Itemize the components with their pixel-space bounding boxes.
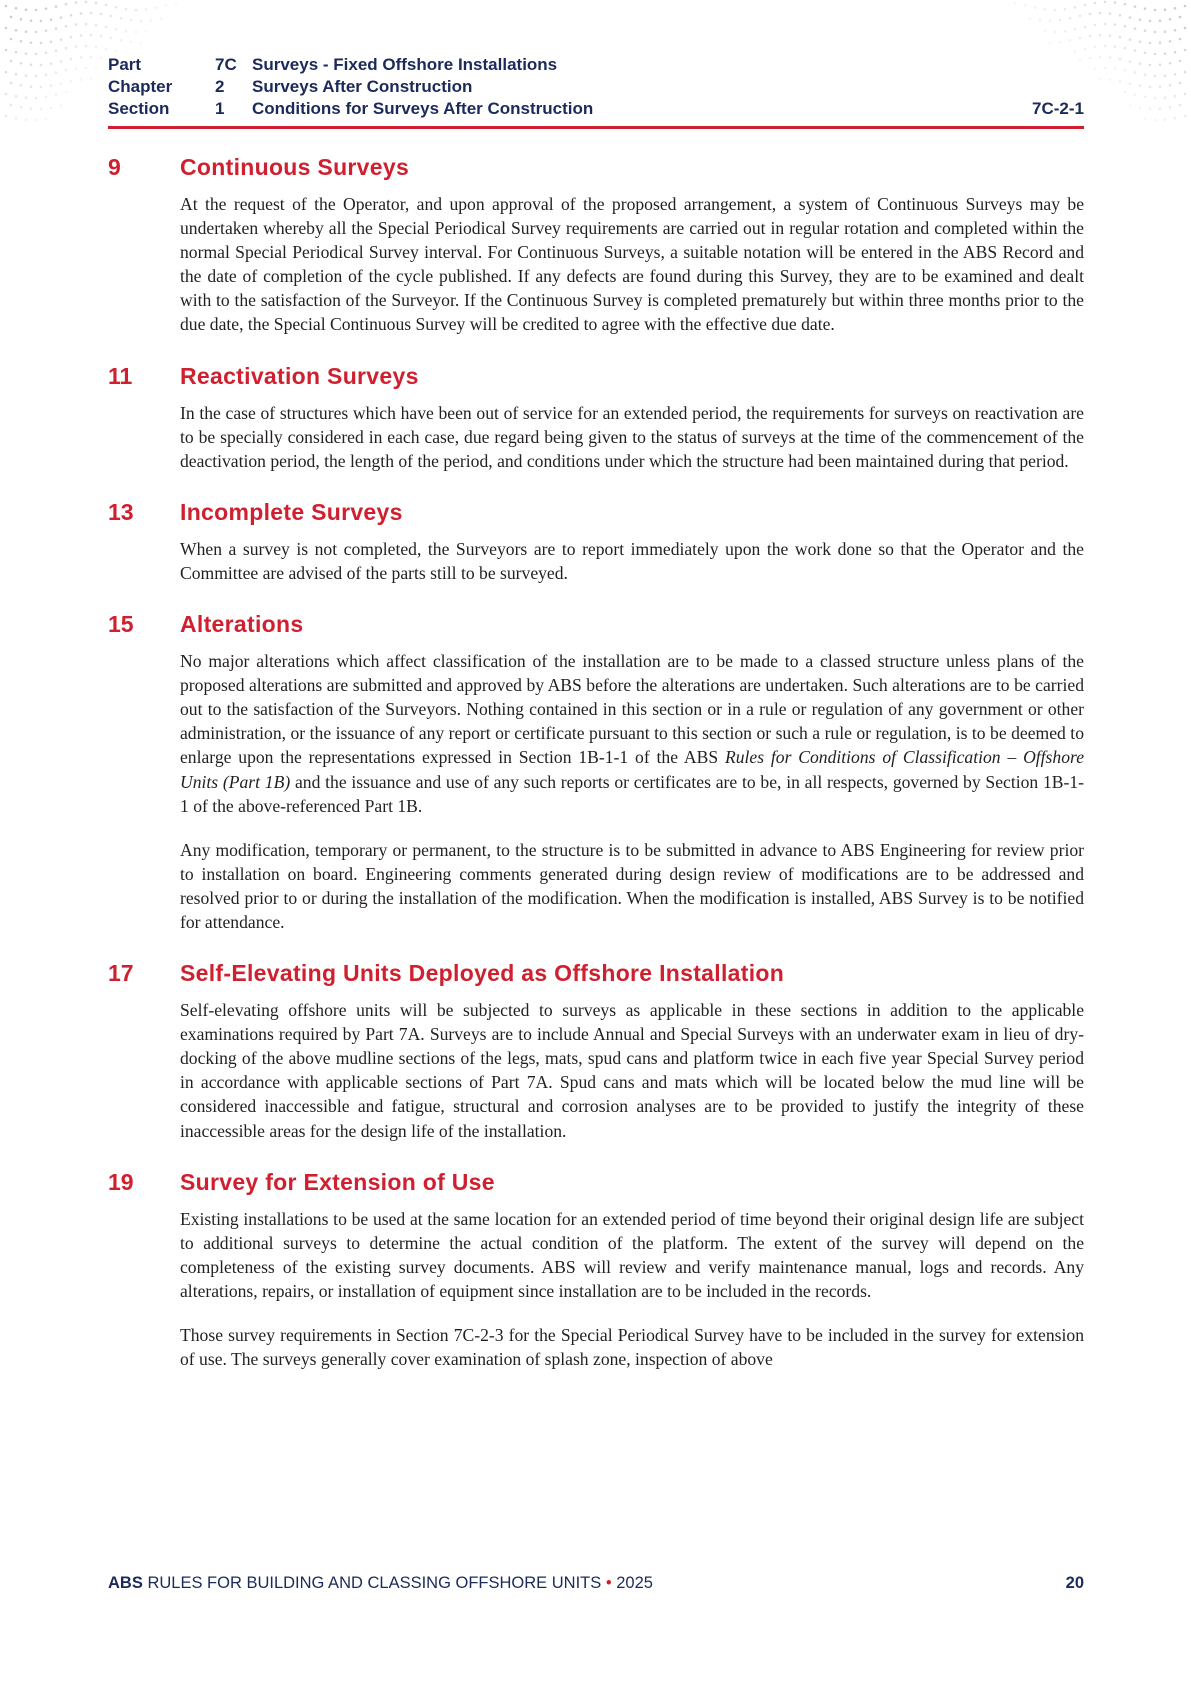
header-section-row [108,98,1084,120]
paragraph: Any modification, temporary or permanent, to the structure is to be submitted in advance to ABS Engineering for review prior to installation on board. Engineering comments generated during design review of modifications are to be addressed and resolved prior to or during the installation of the modification. When the modification is installed, ABS Survey is to be notified for attendance. [180,839,1084,932]
section-title: Incomplete Surveys [180,498,403,525]
paragraph: Self-elevating offshore units will be subjected to surveys as applicable in these sections in addition to the applicable examinations required by Part 7A. Surveys are to include Annual and Special Surveys with an underwater exam in lieu of dry-docking of the above mudline sections of the legs, mats, spud cans and platform twice in each five year Special Survey period in accordance with applicable sections of Part 7A. Spud cans and mats which will be located below the mud line will be considered inaccessible and fatigue, structural and corrosion analyses are to be provided to justify the integrity of these inaccessible areas for the design life of the installation. [180,1000,1084,1141]
header-divider [108,126,1084,129]
paragraph: In the case of structures which have been out of service for an extended period, the requirements for surveys on reactivation are to be specially considered in each case, due regard being given to the status of surveys at the time of the commencement of the deactivation period, the length of the period, and conditions under which the structure had been maintained during that period. [180,402,1084,471]
paragraph: At the request of the Operator, and upon approval of the proposed arrangement, a system of Continuous Surveys may be undertaken whereby all the Special Periodical Survey requirements are carried out in regular rotation and completed within the normal Special Periodical Survey interval. For Continuous Surveys, a suitable notation will be entered in the ABS Record and the date of completion of the cycle published. If any defects are found during this Survey, they are to be examined and dealt with to the satisfaction of the Surveyor. If the Continuous Survey is completed prematurely but within three months prior to the due date, the Special Continuous Survey will be credited to agree with the effective due date. [180,194,1084,335]
header-number: 2 [215,77,225,96]
page-footer [108,1572,1084,1594]
section-title: Self-Elevating Units Deployed as Offshore Installation [180,960,785,987]
section-number: 13 [108,498,134,525]
section-number: 11 [108,362,133,389]
footer-year: 2025 [616,1574,653,1592]
header-title: Conditions for Surveys After Construction [252,99,594,118]
footer-brand: ABS [108,1574,143,1592]
header-title: Surveys After Construction [252,77,473,96]
section-title: Alterations [180,611,304,638]
footer-separator: • [605,1574,612,1592]
header-label: Part [108,55,142,74]
paragraph: Those survey requirements in Section 7C-2-3 for the Special Periodical Survey have to be included in the survey for extension of use. The surveys generally cover examination of splash zone, inspection of above [180,1325,1084,1370]
header-label: Section [108,99,170,118]
section-number: 17 [108,960,134,987]
section-heading [108,609,1084,639]
section-heading [108,497,1084,527]
section-title: Continuous Surveys [180,154,410,180]
header-number: 7C [215,55,237,74]
section-reactivation-surveys [108,361,1084,473]
footer-title: RULES FOR BUILDING AND CLASSING OFFSHORE UNITS [147,1574,602,1592]
paragraph-text: and the issuance and use of any such reports or certificates are to be, in all respects, governed by Section 1B-1-1 of the above-referenced Part 1B. [180,771,1084,816]
running-header [108,54,1084,120]
header-label: Chapter [108,77,173,96]
header-chapter-row [108,76,1084,98]
section-number: 15 [108,611,134,638]
paragraph-text: No major alterations which affect classification of the installation are to be made to a classed structure unless plans of the proposed alterations are submitted and approved by ABS before the alterations are undertaken. Such alterations are to be carried out to the satisfaction of the Surveyors. Nothing contained in this section or in a rule or regulation of any government or other administration, or the issuance of any report or certificate pursuant to this section or such a rule or regulation, is to be deemed to enlarge upon the representations expressed in Section 1B-1-1 of the ABS [180,651,1084,768]
section-number: 9 [108,154,121,180]
section-extension-of-use [108,1167,1084,1372]
header-part-row [108,54,1084,76]
section-number: 19 [108,1168,134,1195]
rules-reference-italic: Rules for Conditions of Classification – Offshore Units (Part 1B) [180,747,1085,792]
section-title: Reactivation Surveys [180,362,419,389]
section-title: Survey for Extension of Use [180,1168,495,1195]
page-body [108,152,1084,1395]
header-number: 1 [215,99,225,118]
section-heading [108,958,1084,988]
section-reference: 7C-2-1 [1032,99,1084,118]
section-self-elevating-units [108,958,1084,1143]
section-alterations [108,609,1084,934]
paragraph: When a survey is not completed, the Surveyors are to report immediately upon the work done so that the Operator and the Committee are advised of the parts still to be surveyed. [180,538,1084,583]
section-heading [108,152,1084,182]
page-number: 20 [1065,1574,1084,1592]
section-heading [108,1167,1084,1197]
paragraph: Existing installations to be used at the same location for an extended period of time beyond their original design life are subject to additional surveys to determine the actual condition of the platform. The extent of the survey will depend on the completeness of the existing survey documents. ABS will review and verify maintenance manual, logs and records. Any alterations, repairs, or installation of equipment since installation are to be included in the records. [180,1208,1084,1301]
paragraph [180,649,1084,818]
section-incomplete-surveys [108,497,1084,585]
header-title: Surveys - Fixed Offshore Installations [252,55,558,74]
section-continuous-surveys [108,152,1084,337]
section-heading [108,361,1084,391]
